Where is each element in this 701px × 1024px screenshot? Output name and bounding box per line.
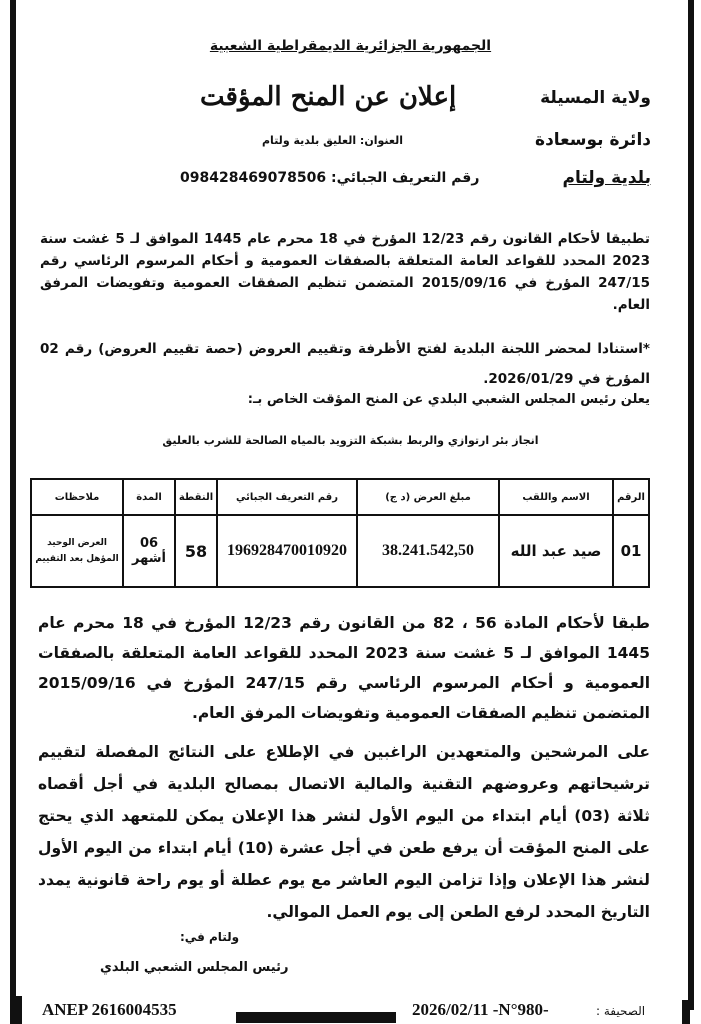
redaction-bar (236, 1012, 396, 1023)
signature-title: رئيس المجلس الشعبي البلدي (100, 960, 289, 975)
intro-paragraph-2: *استنادا لمحضر اللجنة البلدية لفتح الأظرفة وتقييم العروض (حصة تقييم العروض) رقم 02 المؤرخ في 2026/01/29. (40, 341, 650, 387)
award-table (30, 478, 650, 588)
left-border (10, 0, 16, 1010)
republic-heading: الجمهورية الجزائرية الديمقراطية الشعبية (209, 38, 492, 54)
footer-right-corner (682, 1000, 690, 1024)
issue-number: 2026/02/11 -N°980- (412, 1000, 549, 1019)
intro-paragraph-3: يعلن رئيس المجلس الشعبي البلدي عن المنح المؤقت الخاص بـ: (247, 392, 650, 407)
cell-name: صيد عبد الله (499, 515, 613, 587)
address: العنوان: العليق بلدية ولتام (262, 134, 403, 147)
col-duration: المدة (123, 479, 175, 515)
cell-duration: 06 أشهر (123, 515, 175, 587)
anep-number: ANEP 2616004535 (42, 1000, 177, 1019)
col-score: النقطة (175, 479, 217, 515)
table-row (31, 515, 649, 587)
right-border (688, 0, 694, 1010)
announcement-title: إعلان عن المنح المؤقت (200, 82, 457, 112)
commune: بلدية ولتام (562, 168, 651, 188)
newspaper-label: الصحيفة : (596, 1004, 646, 1018)
col-name: الاسم واللقب (499, 479, 613, 515)
wilaya: ولاية المسيلة (540, 88, 651, 108)
table-header-row (31, 479, 649, 515)
project-title: انجاز بئر ارتوازي والربط بشبكة التزويد بالمياه الصالحة للشرب بالعليق (162, 434, 539, 447)
tax-id: رقم التعريف الجبائي: 098428469078506 (180, 170, 480, 186)
cell-amount: 38.241.542,50 (357, 515, 499, 587)
col-amount: مبلغ العرض (د ج) (357, 479, 499, 515)
cell-score: 58 (175, 515, 217, 587)
cell-tax-id: 196928470010920 (217, 515, 357, 587)
signature-place: ولتام في: (180, 930, 240, 944)
intro-paragraph-1: تطبيقا لأحكام القانون رقم 12/23 المؤرخ في 18 محرم عام 1445 الموافق لـ 5 غشت سنة 2023 المحدد للقواعد العامة المتعلقة بالصفقات العمومية و أحكام المرسوم الرئاسي رقم 247/15 المؤرخ في 2015/09/16 المتضمن تنظيم الصفقات العمومية وتفويضات المرفق العام. (40, 231, 650, 313)
daira: دائرة بوسعادة (535, 130, 651, 150)
col-remarks: ملاحظات (31, 479, 123, 515)
body-paragraph-1: طبقا لأحكام المادة 56 ، 82 من القانون رقم 12/23 المؤرخ في 18 محرم عام 1445 الموافق لـ 5 غشت سنة 2023 المحدد للقواعد العامة المتعلقة بالصفقات العمومية و أحكام المرسوم الرئاسي رقم 247/15 المؤرخ في 2015/09/16 المتضمن تنظيم الصفقات العمومية وتفويضات المرفق العام. (38, 614, 651, 722)
cell-number: 01 (613, 515, 649, 587)
body-paragraph-2: على المرشحين والمتعهدين الراغبين في الإطلاع على النتائج المفصلة لتقييم ترشيحاتهم وعروضهم التقنية والمالية الاتصال بمصالح البلدية في أجل أقصاه ثلاثة (03) أيام ابتداء من اليوم الأول لنشر هذا الإعلان يمكن للمتعهد الذي يحتج على المنح المؤقت أن يرفع طعن في أجل عشرة (10) أيام ابتداء من اليوم الأول لنشر هذا الإعلان وإذا تزامن اليوم العاشر مع يوم عطلة أو يوم راحة قانونية يمدد التاريخ المحدد لرفع الطعن إلى يوم العمل الموالي. (38, 743, 650, 921)
col-tax-id: رقم التعريف الجبائي (217, 479, 357, 515)
cell-remarks: العرض الوحيد المؤهل بعد التقييم (31, 515, 123, 587)
col-number: الرقم (613, 479, 649, 515)
footer-left-corner (10, 996, 22, 1024)
